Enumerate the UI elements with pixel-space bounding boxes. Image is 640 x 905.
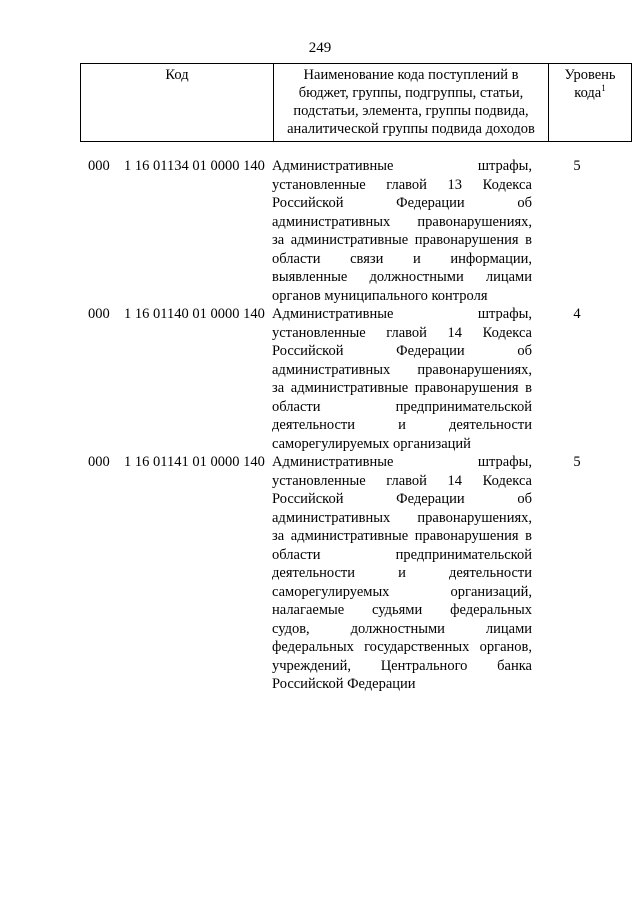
revenue-name-line: органов муниципального контроля xyxy=(272,287,488,304)
header-kod xyxy=(81,64,274,142)
admin-code: 000 xyxy=(88,454,110,470)
admin-code: 000 xyxy=(88,158,110,174)
header-level xyxy=(549,64,632,142)
revenue-name-line: административных правонарушениях, xyxy=(272,361,532,378)
revenue-name xyxy=(268,157,532,305)
revenue-name-line: Российской Федерации об xyxy=(272,491,532,507)
table-row xyxy=(80,305,610,453)
revenue-name-line: установленные главой 13 Кодекса xyxy=(272,176,532,193)
revenue-name-line: за административные правонарушения в xyxy=(272,232,532,248)
header-name-label: Наименование кода поступлений в бюджет, группы, подгруппы, статьи, подстатьи, элемента, группы подвида, аналитической группы подвида доходов xyxy=(287,67,535,137)
revenue-name-line: налагаемые судьями федеральных xyxy=(272,602,532,618)
header-name xyxy=(274,64,549,142)
revenue-name-line: деятельности и деятельности xyxy=(272,565,532,581)
header-kod-label: Код xyxy=(165,67,189,83)
revenue-name-line: саморегулируемых организаций, xyxy=(272,583,532,600)
revenue-name-line: федеральных государственных органов, xyxy=(272,639,532,655)
revenue-name xyxy=(268,305,532,453)
revenue-name-line: области предпринимательской xyxy=(272,546,532,563)
revenue-name-line: за административные правонарушения в xyxy=(272,528,532,544)
revenue-name-line: Российской Федерации об xyxy=(272,343,532,359)
page-number: 249 xyxy=(308,40,332,56)
revenue-name-line: области связи и информации, xyxy=(272,250,532,267)
revenue-code: 1 16 01134 01 0000 140 xyxy=(124,158,265,174)
code-level: 5 xyxy=(573,454,581,470)
revenue-name-line: деятельности и деятельности xyxy=(272,417,532,433)
code-level: 4 xyxy=(573,306,581,322)
header-level-footnote: 1 xyxy=(601,83,606,94)
revenue-name-line: Российской Федерации об xyxy=(272,195,532,211)
admin-code: 000 xyxy=(88,306,110,322)
table-row xyxy=(80,453,610,694)
header-level-label: Уровень кода xyxy=(564,67,616,101)
revenue-name-line: за административные правонарушения в xyxy=(272,380,532,396)
code-level: 5 xyxy=(573,158,581,174)
table-body xyxy=(80,157,610,694)
revenue-name-line: судов, должностными лицами xyxy=(272,620,532,637)
revenue-name-line: Административные штрафы, xyxy=(272,306,532,322)
revenue-name-line: административных правонарушениях, xyxy=(272,213,532,230)
revenue-name-line: саморегулируемых организаций xyxy=(272,435,471,452)
table-header xyxy=(80,63,632,142)
revenue-name-line: Российской Федерации xyxy=(272,676,416,692)
revenue-name-line: Административные штрафы, xyxy=(272,454,532,470)
revenue-name-line: выявленные должностными лицами xyxy=(272,269,532,285)
revenue-name xyxy=(268,453,532,694)
table-row xyxy=(80,157,610,305)
revenue-name-line: Административные штрафы, xyxy=(272,158,532,174)
revenue-name-line: области предпринимательской xyxy=(272,398,532,415)
revenue-name-line: учреждений, Центрального банка xyxy=(272,657,532,674)
revenue-name-line: установленные главой 14 Кодекса xyxy=(272,472,532,489)
revenue-name-line: административных правонарушениях, xyxy=(272,509,532,526)
revenue-code: 1 16 01141 01 0000 140 xyxy=(124,454,265,470)
revenue-name-line: установленные главой 14 Кодекса xyxy=(272,324,532,341)
revenue-code: 1 16 01140 01 0000 140 xyxy=(124,306,265,322)
